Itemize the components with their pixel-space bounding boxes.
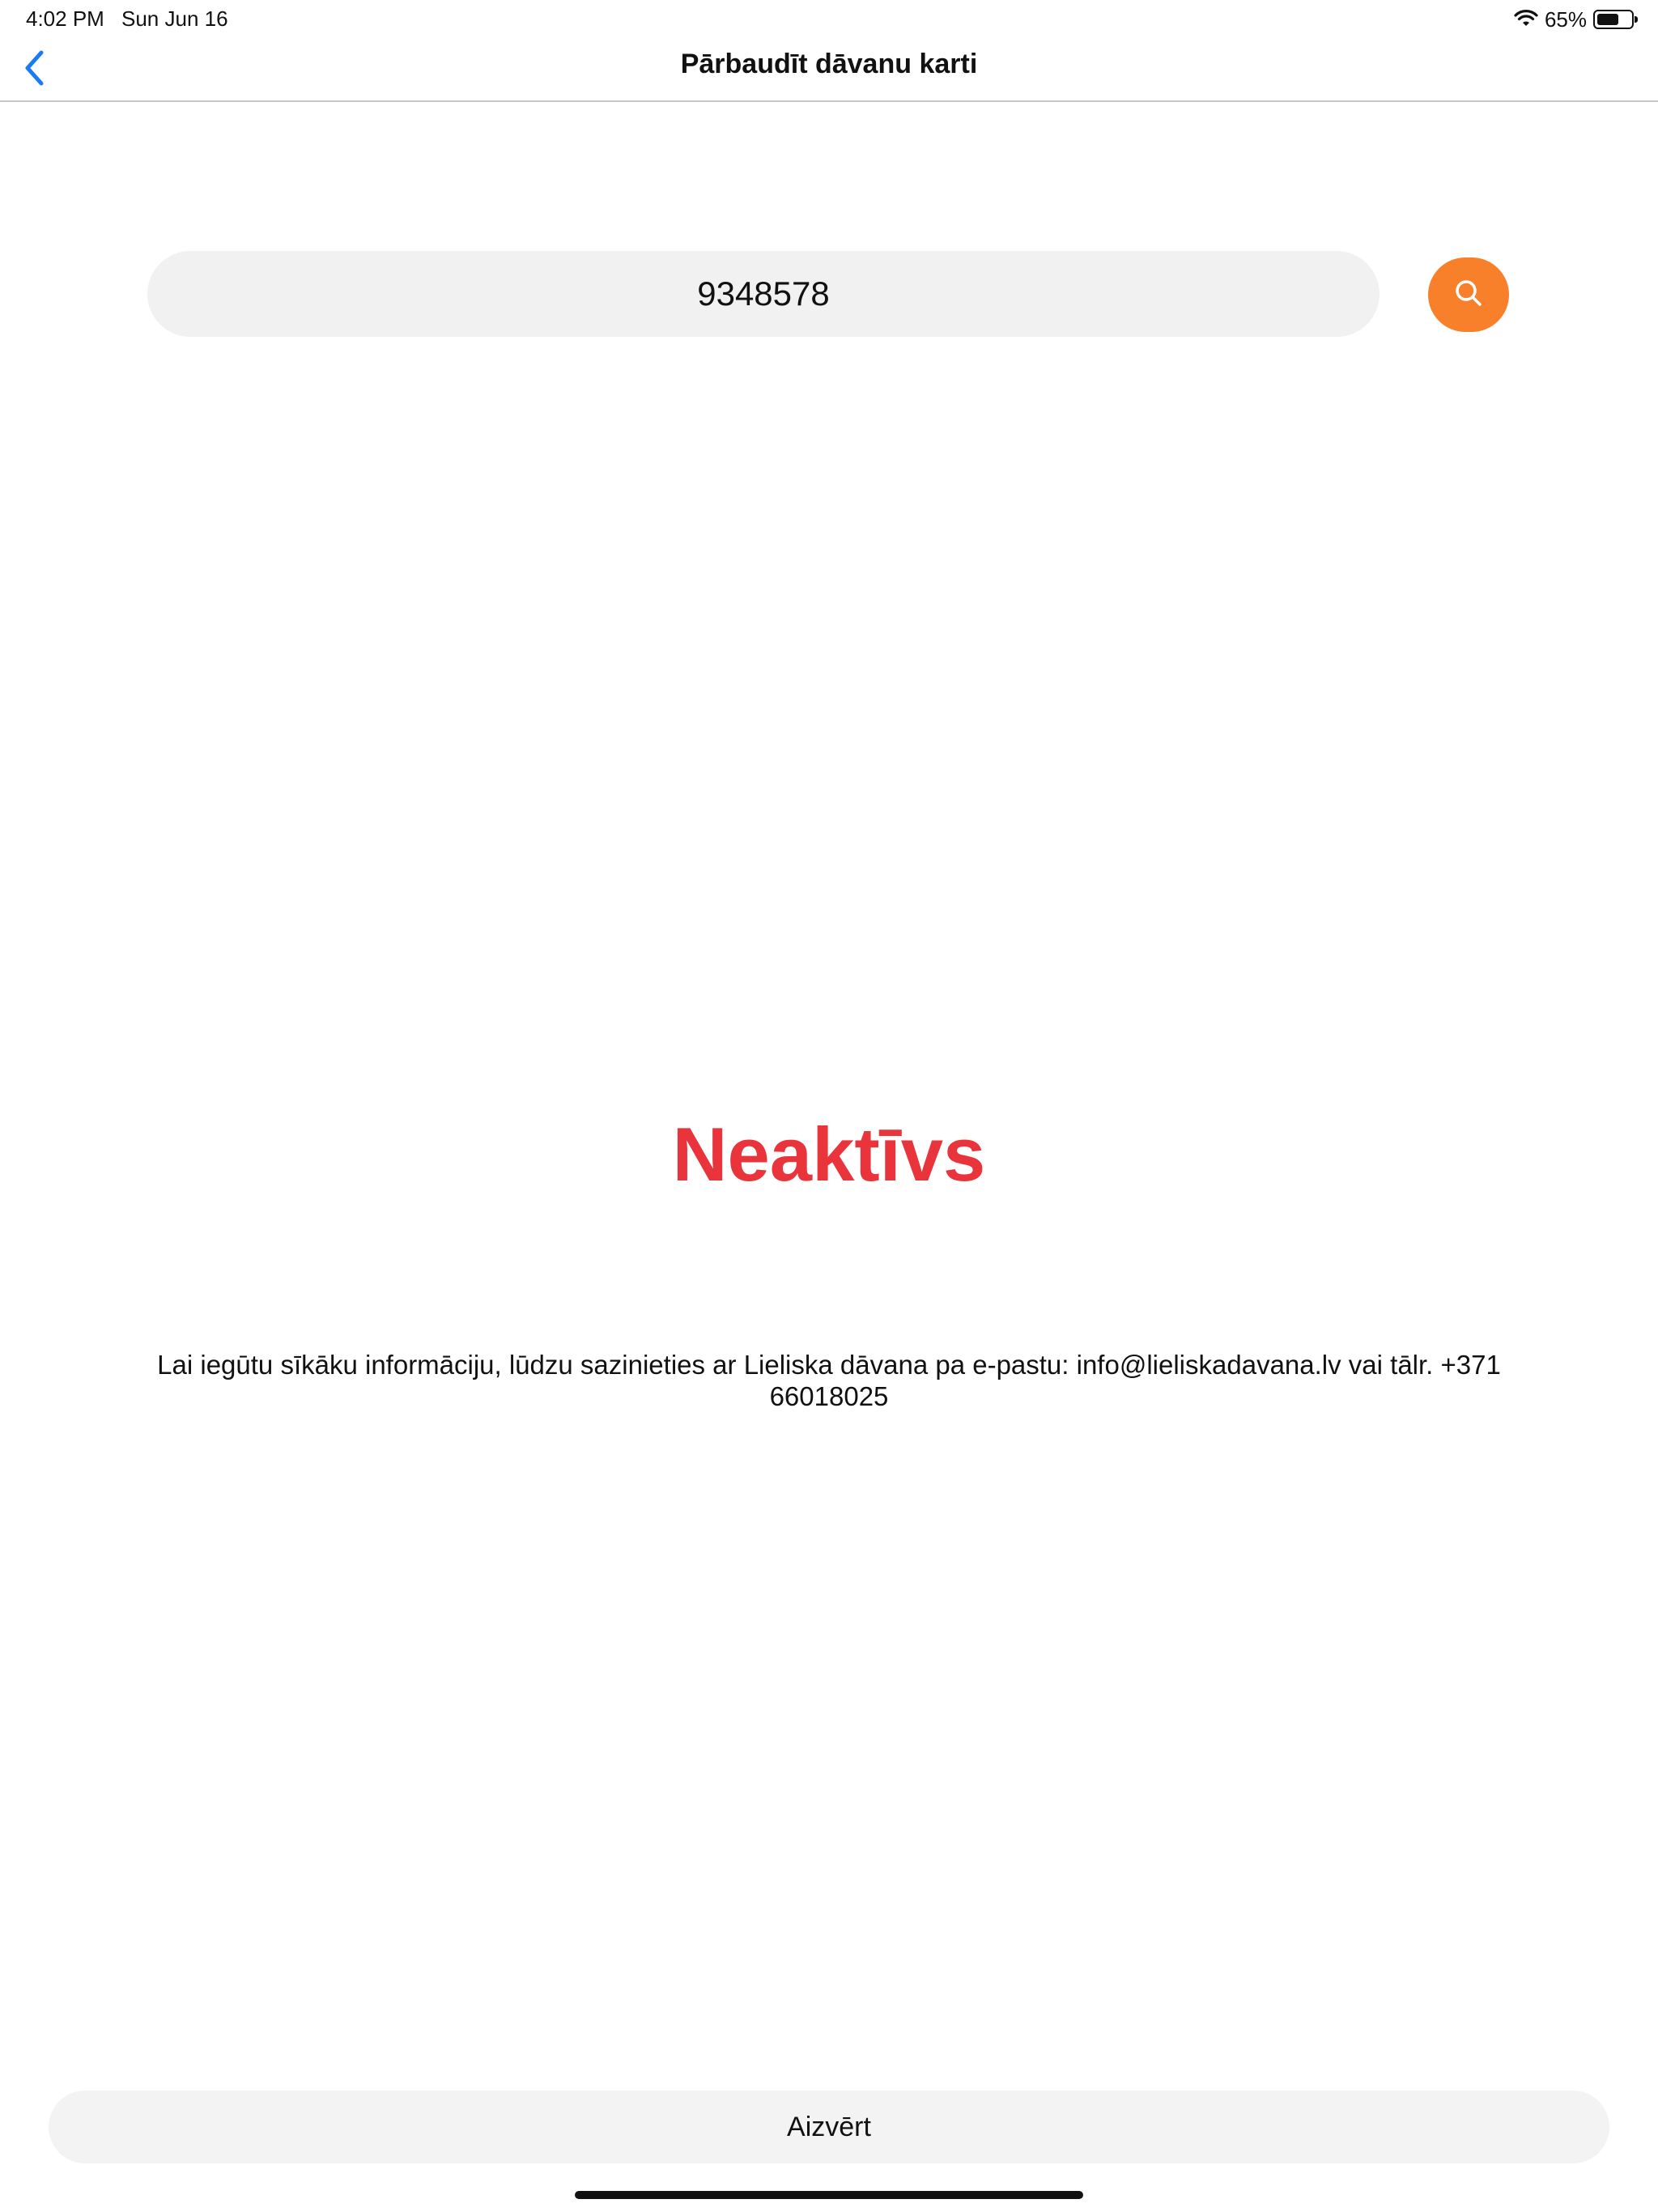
search-button[interactable] xyxy=(1428,257,1509,332)
gift-card-number-input[interactable] xyxy=(147,251,1380,337)
battery-icon xyxy=(1593,10,1634,29)
battery-level xyxy=(1597,14,1618,25)
navigation-bar xyxy=(0,39,1658,102)
status-bar xyxy=(0,0,1658,39)
status-date: Sun Jun 16 xyxy=(121,6,228,31)
home-indicator xyxy=(575,2191,1083,2199)
search-icon xyxy=(1452,277,1485,313)
close-button[interactable]: Aizvērt xyxy=(49,2091,1609,2163)
wifi-icon xyxy=(1514,10,1538,29)
battery-percent: 65% xyxy=(1544,6,1587,32)
card-status: Neaktīvs xyxy=(672,1112,986,1197)
status-indicators xyxy=(1514,5,1634,34)
status-time: 4:02 PM xyxy=(26,6,104,31)
battery-nub xyxy=(1635,16,1638,23)
contact-info-text: Lai iegūtu sīkāku informāciju, lūdzu sazinieties ar Lieliska dāvana pa e-pastu: info@lieliskadavana.lv vai tālr. +371 66018025 xyxy=(157,1350,1501,1411)
page-title: Pārbaudīt dāvanu karti xyxy=(680,49,978,79)
